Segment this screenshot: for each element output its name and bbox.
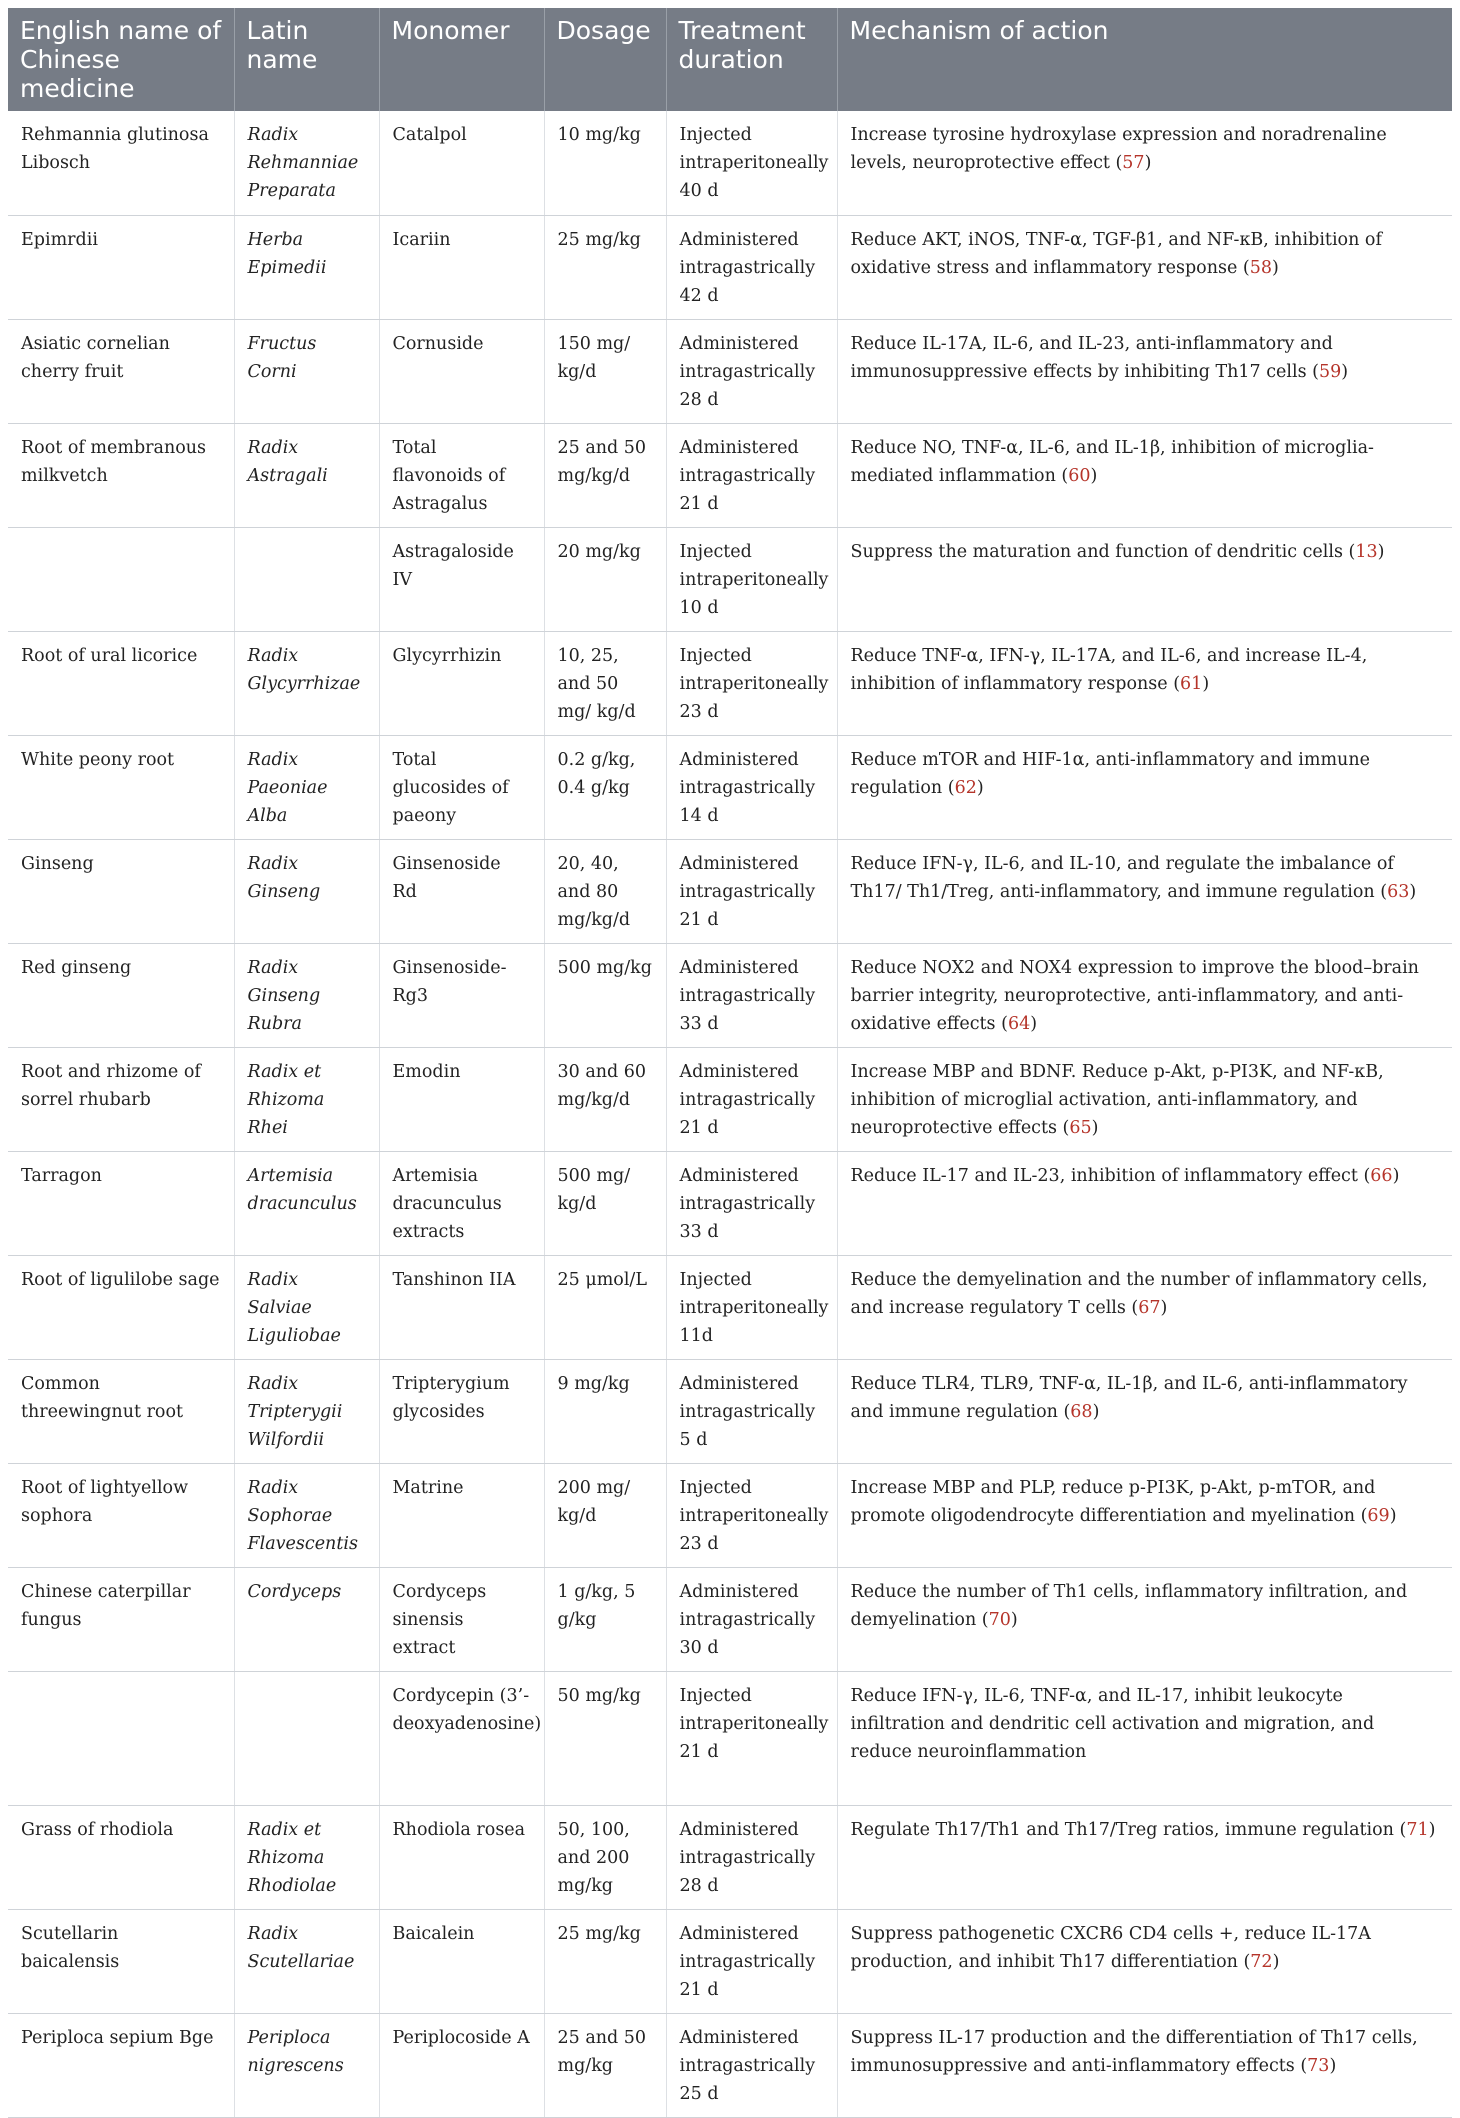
cell-dosage: 25 mg/kg xyxy=(544,1909,666,2013)
reference-link[interactable]: 57 xyxy=(1122,153,1145,173)
reference-link[interactable]: 62 xyxy=(954,777,977,798)
cell-latin-name: Radix Scutellariae xyxy=(234,1909,379,2013)
table-row xyxy=(8,1359,1452,1463)
mechanism-text: Reduce NOX2 and NOX4 expression to improve the blood–brain barrier integrity, neuroprotective, anti-inflammatory, and anti-oxidative effects ( xyxy=(850,957,1419,1034)
cell-monomer: Cornuside xyxy=(379,319,544,423)
cell-mechanism xyxy=(837,943,1452,1047)
mechanism-text: Increase tyrosine hydroxylase expression and noradrenaline levels, neuroprotective effect ( xyxy=(850,125,1387,173)
cell-mechanism xyxy=(837,1671,1452,1805)
cell-latin-name: Herba Epimedii xyxy=(234,215,379,319)
cell-duration: Injected intraperitoneally 23 d xyxy=(666,1463,837,1567)
cell-english-name: Periploca sepium Bge xyxy=(8,2013,234,2117)
cell-dosage: 1 g/kg, 5 g/kg xyxy=(544,1567,666,1671)
cell-latin-name: Radix Ginseng Rubra xyxy=(234,943,379,1047)
cell-duration: Injected intraperitoneally 11d xyxy=(666,1255,837,1359)
cell-duration: Injected intraperitoneally 40 d xyxy=(666,111,837,215)
cell-dosage: 25 μmol/L xyxy=(544,1255,666,1359)
cell-latin-name: Radix Astragali xyxy=(234,423,379,527)
cell-mechanism xyxy=(837,631,1452,735)
cell-dosage: 150 mg/ kg/d xyxy=(544,319,666,423)
table-row xyxy=(8,215,1452,319)
mechanism-text: Suppress IL-17 production and the differentiation of Th17 cells, immunosuppressive and anti-inflammatory effects ( xyxy=(850,2027,1418,2076)
cell-latin-name: Artemisia dracunculus xyxy=(234,1151,379,1255)
reference-link[interactable]: 60 xyxy=(1068,465,1091,486)
cell-monomer: Catalpol xyxy=(379,111,544,215)
reference-link[interactable]: 63 xyxy=(1387,881,1410,902)
table-row xyxy=(8,423,1452,527)
cell-mechanism xyxy=(837,1255,1452,1359)
cell-latin-name: Radix Tripterygii Wilfordii xyxy=(234,1359,379,1463)
mechanism-close: ) xyxy=(1329,2055,1337,2076)
table-row xyxy=(8,319,1452,423)
mechanism-close: ) xyxy=(1030,1013,1038,1034)
cell-latin-name: Radix Sophorae Flavescentis xyxy=(234,1463,379,1567)
medicine-table xyxy=(8,8,1452,2118)
header-latin-name: Latin name xyxy=(234,8,379,111)
mechanism-text: Regulate Th17/Th1 and Th17/Treg ratios, immune regulation ( xyxy=(850,1819,1407,1840)
cell-dosage: 50, 100, and 200 mg/kg xyxy=(544,1805,666,1909)
mechanism-close: ) xyxy=(1392,1165,1400,1186)
mechanism-close: ) xyxy=(976,777,984,798)
cell-latin-name: Radix et Rhizoma Rhodiolae xyxy=(234,1805,379,1909)
table-row xyxy=(8,111,1452,215)
mechanism-text: Reduce IFN-γ, IL-6, TNF-α, and IL-17, inhibit leukocyte infiltration and dendritic cell activation and migration, and reduce neuroinflammation xyxy=(850,1685,1375,1762)
cell-duration: Administered intragastrically 28 d xyxy=(666,319,837,423)
reference-link[interactable]: 70 xyxy=(988,1609,1011,1630)
cell-latin-name: Fructus Corni xyxy=(234,319,379,423)
cell-mechanism xyxy=(837,111,1452,215)
mechanism-close: ) xyxy=(1389,1505,1397,1526)
cell-dosage: 200 mg/ kg/d xyxy=(544,1463,666,1567)
mechanism-text: Reduce IL-17A, IL-6, and IL-23, anti-inflammatory and immunosuppressive effects by inhibiting Th17 cells ( xyxy=(850,333,1333,382)
cell-monomer: Astragaloside IV xyxy=(379,527,544,631)
reference-link[interactable]: 71 xyxy=(1406,1819,1429,1840)
reference-link[interactable]: 13 xyxy=(1355,541,1378,562)
table-row xyxy=(8,1151,1452,1255)
cell-duration: Administered intragastrically 21 d xyxy=(666,839,837,943)
cell-mechanism xyxy=(837,1151,1452,1255)
mechanism-text: Increase MBP and BDNF. Reduce p-Akt, p-PI3K, and NF-κB, inhibition of microglial activation, anti-inflammatory, and neuroprotective effects ( xyxy=(850,1061,1384,1138)
cell-english-name: Common threewingnut root xyxy=(8,1359,234,1463)
table-row xyxy=(8,631,1452,735)
cell-mechanism xyxy=(837,839,1452,943)
cell-english-name: Chinese caterpillar fungus xyxy=(8,1567,234,1671)
mechanism-close: ) xyxy=(1428,1819,1436,1840)
cell-latin-name: Radix et Rhizoma Rhei xyxy=(234,1047,379,1151)
mechanism-close: ) xyxy=(1092,1401,1100,1422)
mechanism-close: ) xyxy=(1090,465,1098,486)
mechanism-text: Reduce IL-17 and IL-23, inhibition of inflammatory effect ( xyxy=(850,1165,1371,1186)
cell-monomer: Icariin xyxy=(379,215,544,319)
mechanism-text: Suppress the maturation and function of dendritic cells ( xyxy=(850,541,1356,562)
cell-duration: Administered intragastrically 14 d xyxy=(666,735,837,839)
cell-dosage: 10, 25, and 50 mg/ kg/d xyxy=(544,631,666,735)
cell-english-name: Ginseng xyxy=(8,839,234,943)
cell-mechanism xyxy=(837,1463,1452,1567)
reference-link[interactable]: 68 xyxy=(1070,1401,1093,1422)
cell-english-name: Root of lightyellow sophora xyxy=(8,1463,234,1567)
mechanism-text: Reduce AKT, iNOS, TNF-α, TGF-β1, and NF-κB, inhibition of oxidative stress and inflammatory response ( xyxy=(850,229,1382,278)
table-row xyxy=(8,1567,1452,1671)
table-row xyxy=(8,839,1452,943)
cell-dosage: 25 mg/kg xyxy=(544,215,666,319)
header-row xyxy=(8,8,1452,111)
mechanism-close: ) xyxy=(1377,541,1385,562)
reference-link[interactable]: 67 xyxy=(1138,1297,1161,1318)
cell-dosage: 10 mg/kg xyxy=(544,111,666,215)
cell-duration: Administered intragastrically 42 d xyxy=(666,215,837,319)
cell-monomer: Matrine xyxy=(379,1463,544,1567)
cell-monomer: Cordyceps sinensis extract xyxy=(379,1567,544,1671)
reference-link[interactable]: 59 xyxy=(1318,361,1342,382)
cell-dosage: 50 mg/kg xyxy=(544,1671,666,1805)
cell-latin-name: Radix Paeoniae Alba xyxy=(234,735,379,839)
cell-english-name: Grass of rhodiola xyxy=(8,1805,234,1909)
reference-link[interactable]: 65 xyxy=(1069,1117,1092,1138)
table-row xyxy=(8,1463,1452,1567)
cell-english-name: Red ginseng xyxy=(8,943,234,1047)
cell-mechanism xyxy=(837,1359,1452,1463)
table-row xyxy=(8,2013,1452,2117)
mechanism-text: Reduce mTOR and HIF-1α, anti-inflammatory and immune regulation ( xyxy=(850,749,1370,798)
cell-monomer: Ginsenoside Rd xyxy=(379,839,544,943)
cell-duration: Injected intraperitoneally 23 d xyxy=(666,631,837,735)
cell-dosage: 9 mg/kg xyxy=(544,1359,666,1463)
cell-duration: Administered intragastrically 25 d xyxy=(666,2013,837,2117)
mechanism-close: ) xyxy=(1010,1609,1018,1630)
cell-monomer: Periplocoside A xyxy=(379,2013,544,2117)
header-dosage: Dosage xyxy=(544,8,666,111)
cell-english-name: Root of ural licorice xyxy=(8,631,234,735)
cell-dosage: 20 mg/kg xyxy=(544,527,666,631)
cell-mechanism xyxy=(837,215,1452,319)
cell-english-name: White peony root xyxy=(8,735,234,839)
cell-monomer: Tripterygium glycosides xyxy=(379,1359,544,1463)
cell-english-name xyxy=(8,1671,234,1805)
cell-english-name: Root and rhizome of sorrel rhubarb xyxy=(8,1047,234,1151)
cell-english-name xyxy=(8,527,234,631)
mechanism-text: Reduce the number of Th1 cells, inflammatory infiltration, and demyelination ( xyxy=(850,1581,1408,1630)
cell-monomer: Emodin xyxy=(379,1047,544,1151)
cell-monomer: Total glucosides of paeony xyxy=(379,735,544,839)
reference-link[interactable]: 61 xyxy=(1180,673,1203,694)
cell-mechanism xyxy=(837,423,1452,527)
cell-monomer: Glycyrrhizin xyxy=(379,631,544,735)
mechanism-text: Reduce the demyelination and the number of inflammatory cells, and increase regulatory T cells ( xyxy=(850,1269,1428,1318)
cell-mechanism xyxy=(837,735,1452,839)
mechanism-close: ) xyxy=(1341,361,1349,382)
cell-duration: Administered intragastrically 30 d xyxy=(666,1567,837,1671)
cell-monomer: Total flavonoids of Astragalus xyxy=(379,423,544,527)
cell-duration: Administered intragastrically 5 d xyxy=(666,1359,837,1463)
table-row xyxy=(8,1255,1452,1359)
cell-monomer: Cordycepin (3’-deoxyadenosine) xyxy=(379,1671,544,1805)
table-row xyxy=(8,1909,1452,2013)
mechanism-text: Reduce IFN-γ, IL-6, and IL-10, and regulate the imbalance of Th17/ Th1/Treg, anti-inflammatory, and immune regulation ( xyxy=(850,853,1394,902)
cell-latin-name: Radix Glycyrrhizae xyxy=(234,631,379,735)
reference-link[interactable]: 69 xyxy=(1367,1505,1390,1526)
cell-mechanism xyxy=(837,1567,1452,1671)
mechanism-text: Increase MBP and PLP, reduce p-PI3K, p-Akt, p-mTOR, and promote oligodendrocyte differentiation and myelination ( xyxy=(850,1477,1376,1526)
cell-latin-name: Radix Ginseng xyxy=(234,839,379,943)
cell-duration: Administered intragastrically 21 d xyxy=(666,423,837,527)
cell-english-name: Rehmannia glutinosa Libosch xyxy=(8,111,234,215)
cell-dosage: 25 and 50 mg/kg/d xyxy=(544,423,666,527)
reference-link[interactable]: 66 xyxy=(1370,1165,1393,1186)
header-mechanism: Mechanism of action xyxy=(837,8,1452,111)
header-monomer: Monomer xyxy=(379,8,544,111)
mechanism-text: Reduce TLR4, TLR9, TNF-α, IL-1β, and IL-6, anti-inflammatory and immune regulation ( xyxy=(850,1373,1408,1422)
cell-monomer: Tanshinon IIA xyxy=(379,1255,544,1359)
cell-english-name: Asiatic cornelian cherry fruit xyxy=(8,319,234,423)
table-row xyxy=(8,735,1452,839)
mechanism-close: ) xyxy=(1409,881,1417,902)
cell-latin-name: Radix Rehmanniae Preparata xyxy=(234,111,379,215)
cell-latin-name xyxy=(234,527,379,631)
table-row xyxy=(8,527,1452,631)
reference-link[interactable]: 58 xyxy=(1249,257,1272,278)
mechanism-close: ) xyxy=(1160,1297,1168,1318)
cell-duration: Administered intragastrically 21 d xyxy=(666,1909,837,2013)
mechanism-close: ) xyxy=(1144,153,1152,173)
cell-monomer: Ginsenoside-Rg3 xyxy=(379,943,544,1047)
cell-english-name: Scutellarin baicalensis xyxy=(8,1909,234,2013)
cell-dosage: 30 and 60 mg/kg/d xyxy=(544,1047,666,1151)
cell-latin-name: Periploca nigrescens xyxy=(234,2013,379,2117)
reference-link[interactable]: 64 xyxy=(1007,1013,1031,1034)
table-row xyxy=(8,943,1452,1047)
cell-mechanism xyxy=(837,1805,1452,1909)
cell-duration: Administered intragastrically 33 d xyxy=(666,943,837,1047)
cell-mechanism xyxy=(837,1909,1452,2013)
mechanism-close: ) xyxy=(1272,1951,1280,1972)
cell-english-name: Tarragon xyxy=(8,1151,234,1255)
cell-english-name: Epimrdii xyxy=(8,215,234,319)
table-row xyxy=(8,1047,1452,1151)
cell-latin-name: Cordyceps xyxy=(234,1567,379,1671)
cell-duration: Administered intragastrically 33 d xyxy=(666,1151,837,1255)
mechanism-close: ) xyxy=(1272,257,1279,278)
mechanism-close: ) xyxy=(1091,1117,1099,1138)
cell-dosage: 20, 40, and 80 mg/kg/d xyxy=(544,839,666,943)
cell-dosage: 500 mg/kg xyxy=(544,943,666,1047)
cell-monomer: Rhodiola rosea xyxy=(379,1805,544,1909)
cell-duration: Injected intraperitoneally 21 d xyxy=(666,1671,837,1805)
cell-mechanism xyxy=(837,2013,1452,2117)
reference-link[interactable]: 73 xyxy=(1307,2055,1330,2076)
table-row xyxy=(8,1671,1452,1805)
header-english-name: English name of Chinese medicine xyxy=(8,8,234,111)
cell-latin-name: Radix Salviae Liguliobae xyxy=(234,1255,379,1359)
cell-duration: Injected intraperitoneally 10 d xyxy=(666,527,837,631)
cell-monomer: Baicalein xyxy=(379,1909,544,2013)
cell-mechanism xyxy=(837,319,1452,423)
cell-duration: Administered intragastrically 21 d xyxy=(666,1047,837,1151)
header-treatment-duration: Treatment duration xyxy=(666,8,837,111)
cell-latin-name xyxy=(234,1671,379,1805)
cell-mechanism xyxy=(837,527,1452,631)
cell-dosage: 500 mg/ kg/d xyxy=(544,1151,666,1255)
cell-english-name: Root of membranous milkvetch xyxy=(8,423,234,527)
cell-duration: Administered intragastrically 28 d xyxy=(666,1805,837,1909)
mechanism-text: Suppress pathogenetic CXCR6 CD4 cells +, reduce IL-17A production, and inhibit Th17 differentiation ( xyxy=(850,1923,1371,1972)
cell-monomer: Artemisia dracunculus extracts xyxy=(379,1151,544,1255)
table-row xyxy=(8,1805,1452,1909)
reference-link[interactable]: 72 xyxy=(1250,1951,1273,1972)
cell-mechanism xyxy=(837,1047,1452,1151)
cell-dosage: 25 and 50 mg/kg xyxy=(544,2013,666,2117)
mechanism-text: Reduce TNF-α, IFN-γ, IL-17A, and IL-6, and increase IL-4, inhibition of inflammatory response ( xyxy=(850,645,1368,694)
cell-dosage: 0.2 g/kg, 0.4 g/kg xyxy=(544,735,666,839)
cell-english-name: Root of ligulilobe sage xyxy=(8,1255,234,1359)
mechanism-close: ) xyxy=(1202,673,1210,694)
mechanism-text: Reduce NO, TNF-α, IL-6, and IL-1β, inhibition of microglia-mediated inflammation ( xyxy=(850,437,1374,486)
